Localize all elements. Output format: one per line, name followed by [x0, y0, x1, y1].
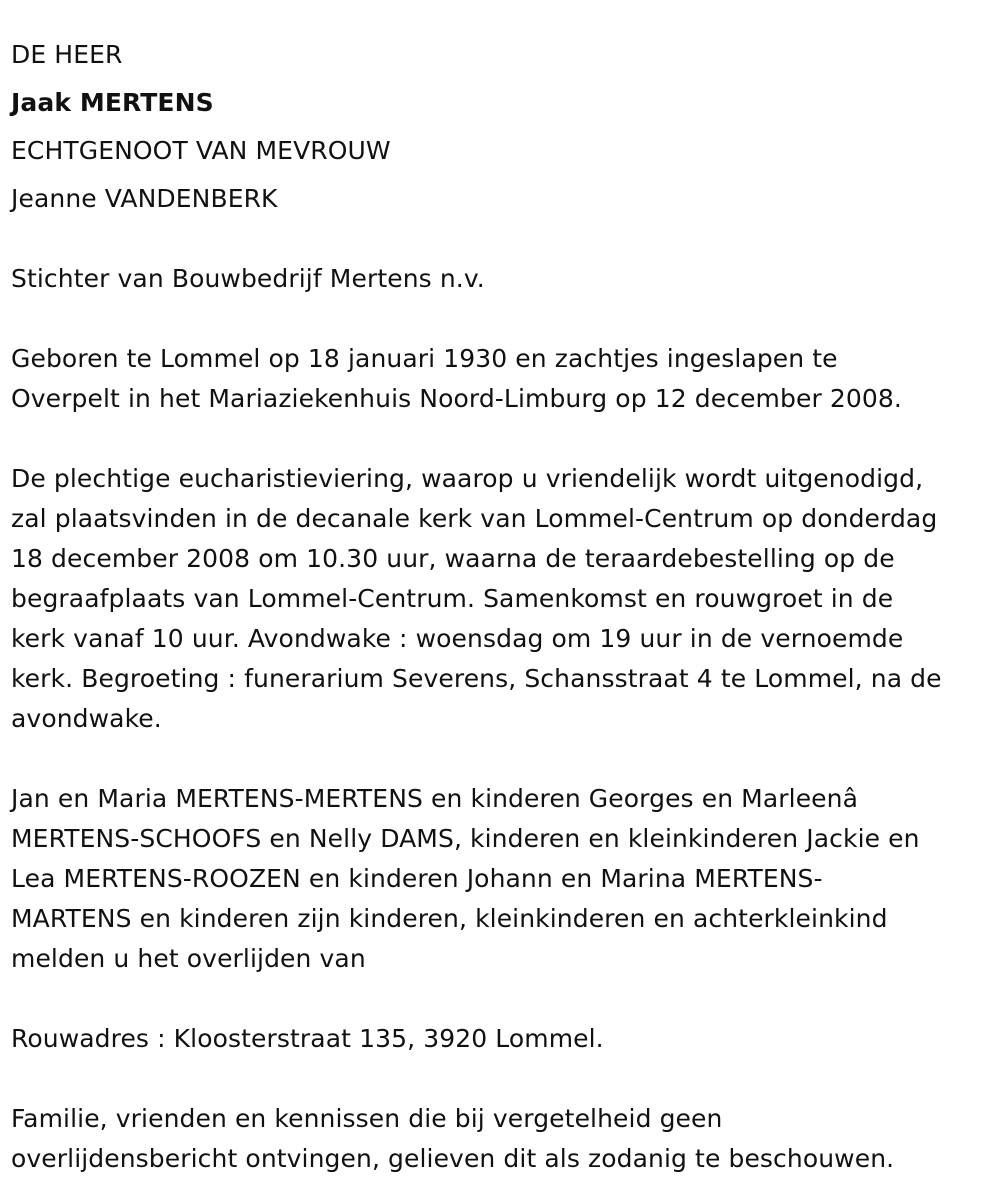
relation-label: ECHTGENOOT VAN MEVROUW: [11, 136, 391, 165]
family-line: Jan en Maria MERTENS-MERTENS en kinderen Georges en Marleenâ: [11, 784, 859, 813]
ceremony-line: begraafplaats van Lommel-Centrum. Samenkomst en rouwgroet in de: [11, 584, 894, 613]
mourning-address: Rouwadres : Kloosterstraat 135, 3920 Lommel.: [11, 1024, 604, 1053]
family-paragraph: [11, 779, 993, 979]
birth-paragraph: [11, 339, 993, 419]
ceremony-line: 18 december 2008 om 10.30 uur, waarna de teraardebestelling op de: [11, 544, 895, 573]
family-line: Lea MERTENS-ROOZEN en kinderen Johann en Marina MERTENS-: [11, 864, 823, 893]
closing-paragraph: [11, 1099, 993, 1179]
closing-line: overlijdensbericht ontvingen, gelieven dit als zodanig te beschouwen.: [11, 1144, 895, 1173]
salutation: DE HEER: [11, 40, 123, 69]
ceremony-paragraph: [11, 459, 993, 739]
closing-line: Familie, vrienden en kennissen die bij vergetelheid geen: [11, 1104, 723, 1133]
birth-line: Overpelt in het Mariaziekenhuis Noord-Limburg op 12 december 2008.: [11, 384, 902, 413]
deceased-name: Jaak MERTENS: [11, 88, 214, 117]
founder-line: Stichter van Bouwbedrijf Mertens n.v.: [11, 264, 485, 293]
ceremony-line: De plechtige eucharistieviering, waarop u vriendelijk wordt uitgenodigd,: [11, 464, 924, 493]
ceremony-line: avondwake.: [11, 704, 162, 733]
spouse-name: Jeanne VANDENBERK: [11, 184, 278, 213]
birth-line: Geboren te Lommel op 18 januari 1930 en zachtjes ingeslapen te: [11, 344, 838, 373]
ceremony-line: zal plaatsvinden in de decanale kerk van Lommel-Centrum op donderdag: [11, 504, 938, 533]
family-line: MARTENS en kinderen zijn kinderen, kleinkinderen en achterkleinkind: [11, 904, 888, 933]
ceremony-line: kerk. Begroeting : funerarium Severens, Schansstraat 4 te Lommel, na de: [11, 664, 942, 693]
family-line: melden u het overlijden van: [11, 944, 366, 973]
ceremony-line: kerk vanaf 10 uur. Avondwake : woensdag om 19 uur in de vernoemde: [11, 624, 904, 653]
family-line: MERTENS-SCHOOFS en Nelly DAMS, kinderen en kleinkinderen Jackie en: [11, 824, 920, 853]
